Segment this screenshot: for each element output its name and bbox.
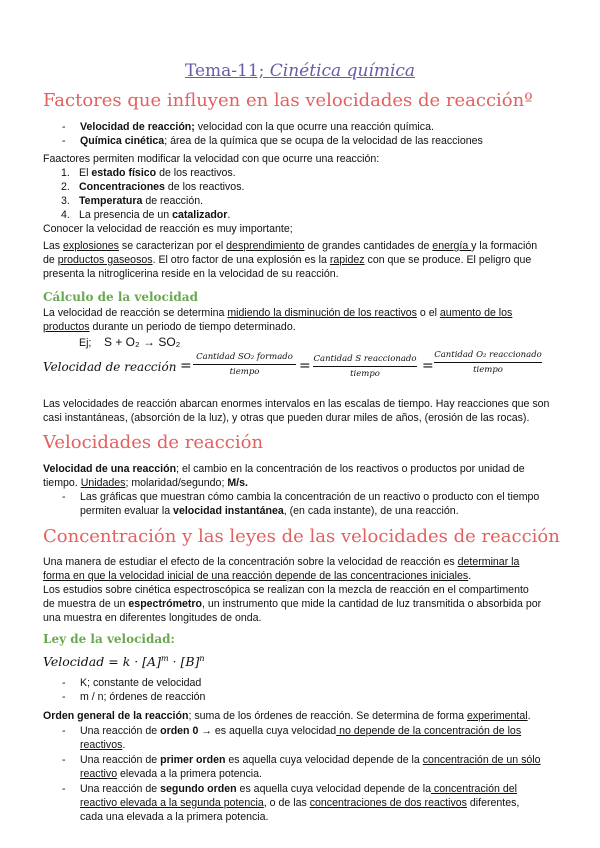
bullet-marker: - xyxy=(62,754,66,766)
fraction-s: Cantidad S reaccionado tiempo xyxy=(313,354,417,379)
paragraph-line: productos durante un periodo de tiempo determinado. xyxy=(43,321,296,333)
bullet-orden2-cont2: cada una elevada a la primera potencia. xyxy=(80,811,269,823)
bullet-velocidad: Velocidad de reacción; velocidad con la que ocurre una reacción química. xyxy=(80,121,434,133)
paragraph-line: Orden general de la reacción; suma de los órdenes de reacción. Se determina de forma experimental. xyxy=(43,710,531,722)
section-heading-concentracion: Concentración y las leyes de las velocidades de reacción xyxy=(43,526,560,547)
reaction-equation: S + O₂ → SO₂ xyxy=(104,335,181,349)
paragraph-line: presenta la nitroglicerina reside en la velocidad de su reacción. xyxy=(43,268,339,280)
list-number: 4. xyxy=(61,209,70,221)
subheading-ley: Ley de la velocidad: xyxy=(43,632,175,646)
list-item: Concentraciones de los reactivos. xyxy=(79,181,245,193)
paragraph-line: Velocidad de una reacción; el cambio en la concentración de los reactivos o productos por unidad de xyxy=(43,463,525,475)
bullet-marker: - xyxy=(62,783,66,795)
bullet-marker: - xyxy=(62,121,66,133)
fraction-o2: Cantidad O₂ reaccionado tiempo xyxy=(434,350,542,375)
paragraph-line: forma en que la velocidad inicial de una reacción depende de las concentraciones iniciales. xyxy=(43,570,472,582)
bullet-k: K; constante de velocidad xyxy=(80,677,202,689)
list-number: 3. xyxy=(61,195,70,207)
rate-law-formula: Velocidad = $k \cdot [A]^m \cdot [B]^n$ xyxy=(43,654,205,670)
bullet-graficas-cont: permiten evaluar la velocidad instantánea, (en cada instante), de una reacción. xyxy=(80,505,459,517)
subheading-calculo: Cálculo de la velocidad xyxy=(43,290,198,304)
equals-sign: = xyxy=(299,358,311,374)
bullet-orden1: Una reacción de primer orden es aquella cuya velocidad depende de la concentración de un sólo xyxy=(80,754,541,766)
paragraph-line: de productos gaseosos. El otro factor de una explosión es la rapidez con que se produce. El peligro que xyxy=(43,254,532,266)
fraction-so2: Cantidad SO₂ formado tiempo xyxy=(193,352,296,377)
bullet-marker: - xyxy=(62,725,66,737)
page-title: Tema-11; Cinética química xyxy=(184,61,416,81)
bullet-orden2-cont: reactivo elevada a la segunda potencia, o de las concentraciones de dos reactivos diferentes, xyxy=(80,797,520,809)
bullet-orden1-cont: reactivo elevada a la primera potencia. xyxy=(80,768,262,780)
list-item: Temperatura de reacción. xyxy=(79,195,204,207)
bullet-orden0-cont: reactivos. xyxy=(80,739,126,751)
example-label: Ej; xyxy=(79,337,92,349)
paragraph-line: Los estudios sobre cinética espectroscópica se realizan con la mezcla de reacción en el compartimento xyxy=(43,584,529,596)
bullet-graficas: Las gráficas que muestran cómo cambia la concentración de un reactivo o producto con el tiempo xyxy=(80,491,540,503)
paragraph-line: Las explosiones se caracterizan por el desprendimiento de grandes cantidades de energía y la formación xyxy=(43,240,538,252)
paragraph-line: Una manera de estudiar el efecto de la concentración sobre la velocidad de reacción es determinar la xyxy=(43,556,520,568)
list-number: 2. xyxy=(61,181,70,193)
bullet-mn: m / n; órdenes de reacción xyxy=(80,691,206,703)
bullet-orden0: Una reacción de orden 0 → es aquella cuya velocidad no depende de la concentración de los xyxy=(80,725,522,737)
factores-intro: Faactores permiten modificar la velocidad con que ocurre una reacción: xyxy=(43,153,380,165)
bullet-marker: - xyxy=(62,677,66,689)
equals-sign: = xyxy=(422,358,434,374)
paragraph-line: La velocidad de reacción se determina midiendo la disminución de los reactivos o el aumento de los xyxy=(43,307,513,319)
paragraph-line: casi instantáneas, (absorción de la luz), y otras que pueden durar miles de años, (erosión de las rocas). xyxy=(43,412,530,424)
bullet-marker: - xyxy=(62,135,66,147)
list-item: El estado físico de los reactivos. xyxy=(79,167,236,179)
bullet-quimica: Química cinética; área de la química que se ocupa de la velocidad de las reacciones xyxy=(80,135,483,147)
formula-lhs: Velocidad de reacción xyxy=(43,360,177,374)
bullet-marker: - xyxy=(62,491,66,503)
section-heading-factores: Factores que influyen en las velocidades de reacciónº xyxy=(43,90,533,111)
list-item: La presencia de un catalizador. xyxy=(79,209,231,221)
paragraph-line: Las velocidades de reacción abarcan enormes intervalos en las escalas de tiempo. Hay reacciones que son xyxy=(43,398,550,410)
paragraph-line: tiempo. Unidades; molaridad/segundo; M/s. xyxy=(43,477,248,489)
paragraph-line: de muestra de un espectrómetro, un instrumento que mide la cantidad de luz transmitida o absorbida por xyxy=(43,598,542,610)
list-number: 1. xyxy=(61,167,70,179)
equals-sign: = xyxy=(180,358,192,374)
bullet-marker: - xyxy=(62,691,66,703)
section-heading-velocidades: Velocidades de reacción xyxy=(43,432,264,453)
paragraph-line: Conocer la velocidad de reacción es muy importante; xyxy=(43,223,293,235)
bullet-orden2: Una reacción de segundo orden es aquella cuya velocidad depende de la concentración del xyxy=(80,783,517,795)
paragraph-line: una muestra en diferentes longitudes de onda. xyxy=(43,612,262,624)
